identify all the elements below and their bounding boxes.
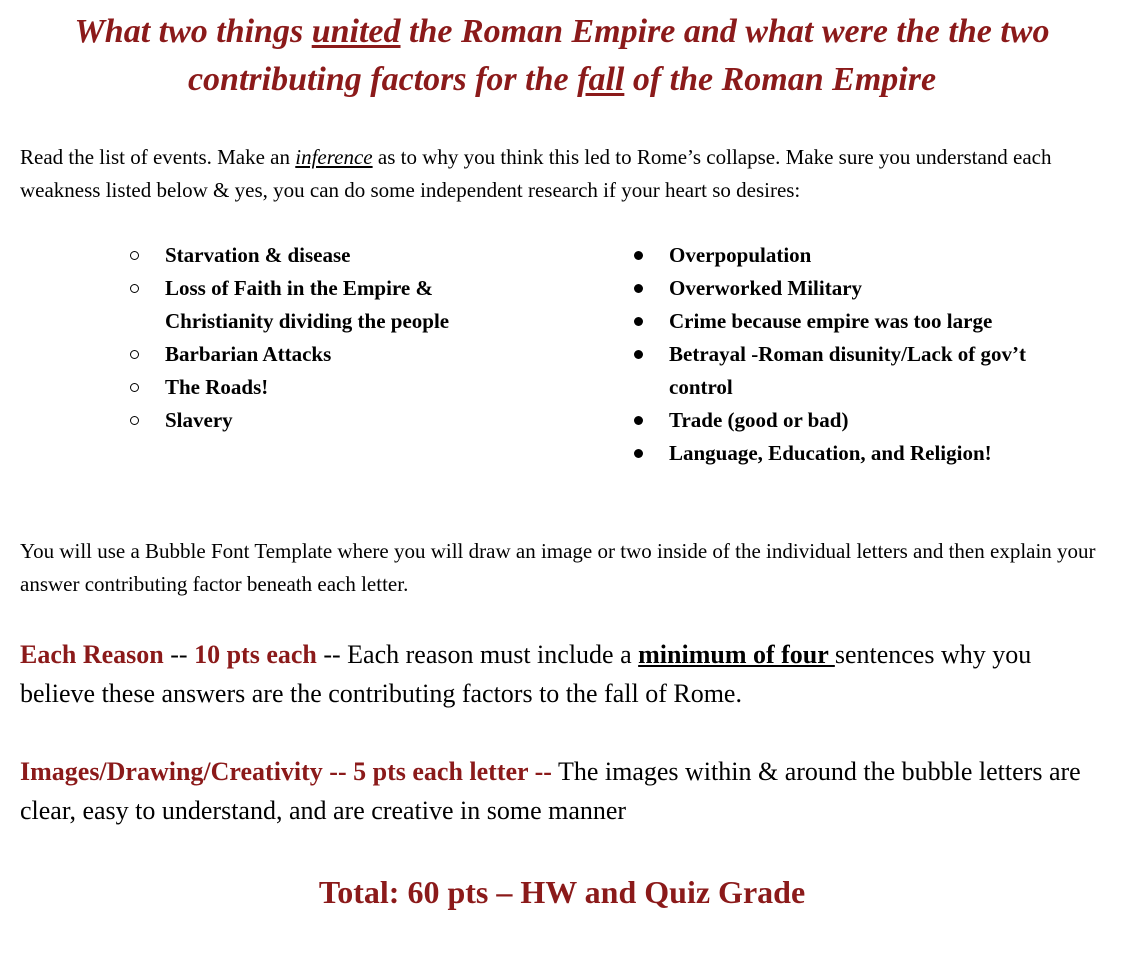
list-item-label: Starvation & disease [165,243,351,267]
rubric-images [20,752,1110,830]
circle-bullet-icon [130,371,150,404]
list-item-label: Betrayal -Roman disunity/Lack of gov’t control [669,342,1026,399]
list-item-label: Slavery [165,408,233,432]
disc-bullet-icon [634,338,654,371]
title-text-4: of the Roman Empire [624,61,937,98]
total-grade: Total: 60 pts – HW and Quiz Grade [318,874,806,910]
rubric-reason-points: 10 pts each [194,640,317,669]
list-item-label: Overworked Military [669,276,863,300]
rubric-images-label: Images/Drawing/Creativity -- 5 pts each letter -- [20,757,552,786]
title-text-2: the Roman Empire and what were the the two [400,13,1050,50]
list-item [130,404,510,437]
rubric-reason-emphasis: minimum of four [638,640,835,669]
list-item-label: Language, Education, and Religion! [669,441,992,465]
intro-text-2: as to why you think this led to Rome’s collapse. Make sure you understand each weakness listed below & yes, you can do some independent research if your heart so desires: [20,145,1052,202]
disc-bullet-icon [634,239,654,272]
list-item-label: Overpopulation [669,243,812,267]
circle-bullet-icon [130,338,150,371]
circle-bullet-icon [130,272,150,305]
list-item [634,437,1094,470]
rubric-reason-label: Each Reason [20,640,164,669]
list-item [634,272,1094,305]
rubric-reason-sep2: -- Each reason must include a [316,640,639,669]
list-item [634,404,1094,437]
list-item [634,338,1094,404]
list-item-label: Barbarian Attacks [165,342,332,366]
title-text-1: What two things [74,13,312,50]
list-item-label: Crime because empire was too large [669,309,993,333]
disc-bullet-icon [634,437,654,470]
title-fall: fall [577,61,625,98]
circle-bullet-icon [130,404,150,437]
list-item [130,338,510,371]
list-item-label: Loss of Faith in the Empire & Christianity dividing the people [165,276,450,333]
disc-bullet-icon [634,272,654,305]
intro-inference: inference [295,145,373,169]
title-united: united [311,13,401,50]
rubric-reason-rest: sentences why you believe these answers are the contributing factors to the fall of Rome. [20,640,1032,708]
rubric-reason-sep1: -- [163,640,195,669]
list-item-label: Trade (good or bad) [669,408,849,432]
list-item [634,305,1094,338]
list-item [130,371,510,404]
page-title [20,8,1104,104]
list-item-label: The Roads! [165,375,269,399]
list-item [130,239,510,272]
intro-text-1: Read the list of events. Make an [20,145,296,169]
rubric-reason [20,635,1110,713]
instructions-paragraph [20,141,1110,207]
template-instructions: You will use a Bubble Font Template where you will draw an image or two inside of the individual letters and then explain your answer contributing factor beneath each letter. [20,539,1096,596]
circle-bullet-icon [130,239,150,272]
weakness-list-left [130,239,510,437]
title-text-3: contributing factors for the [187,61,578,98]
rubric-images-rest: The images within & around the bubble letters are clear, easy to understand, and are creative in some manner [20,757,1081,825]
weakness-list-right [634,239,1094,470]
list-item [634,239,1094,272]
disc-bullet-icon [634,305,654,338]
disc-bullet-icon [634,404,654,437]
list-item [130,272,510,338]
